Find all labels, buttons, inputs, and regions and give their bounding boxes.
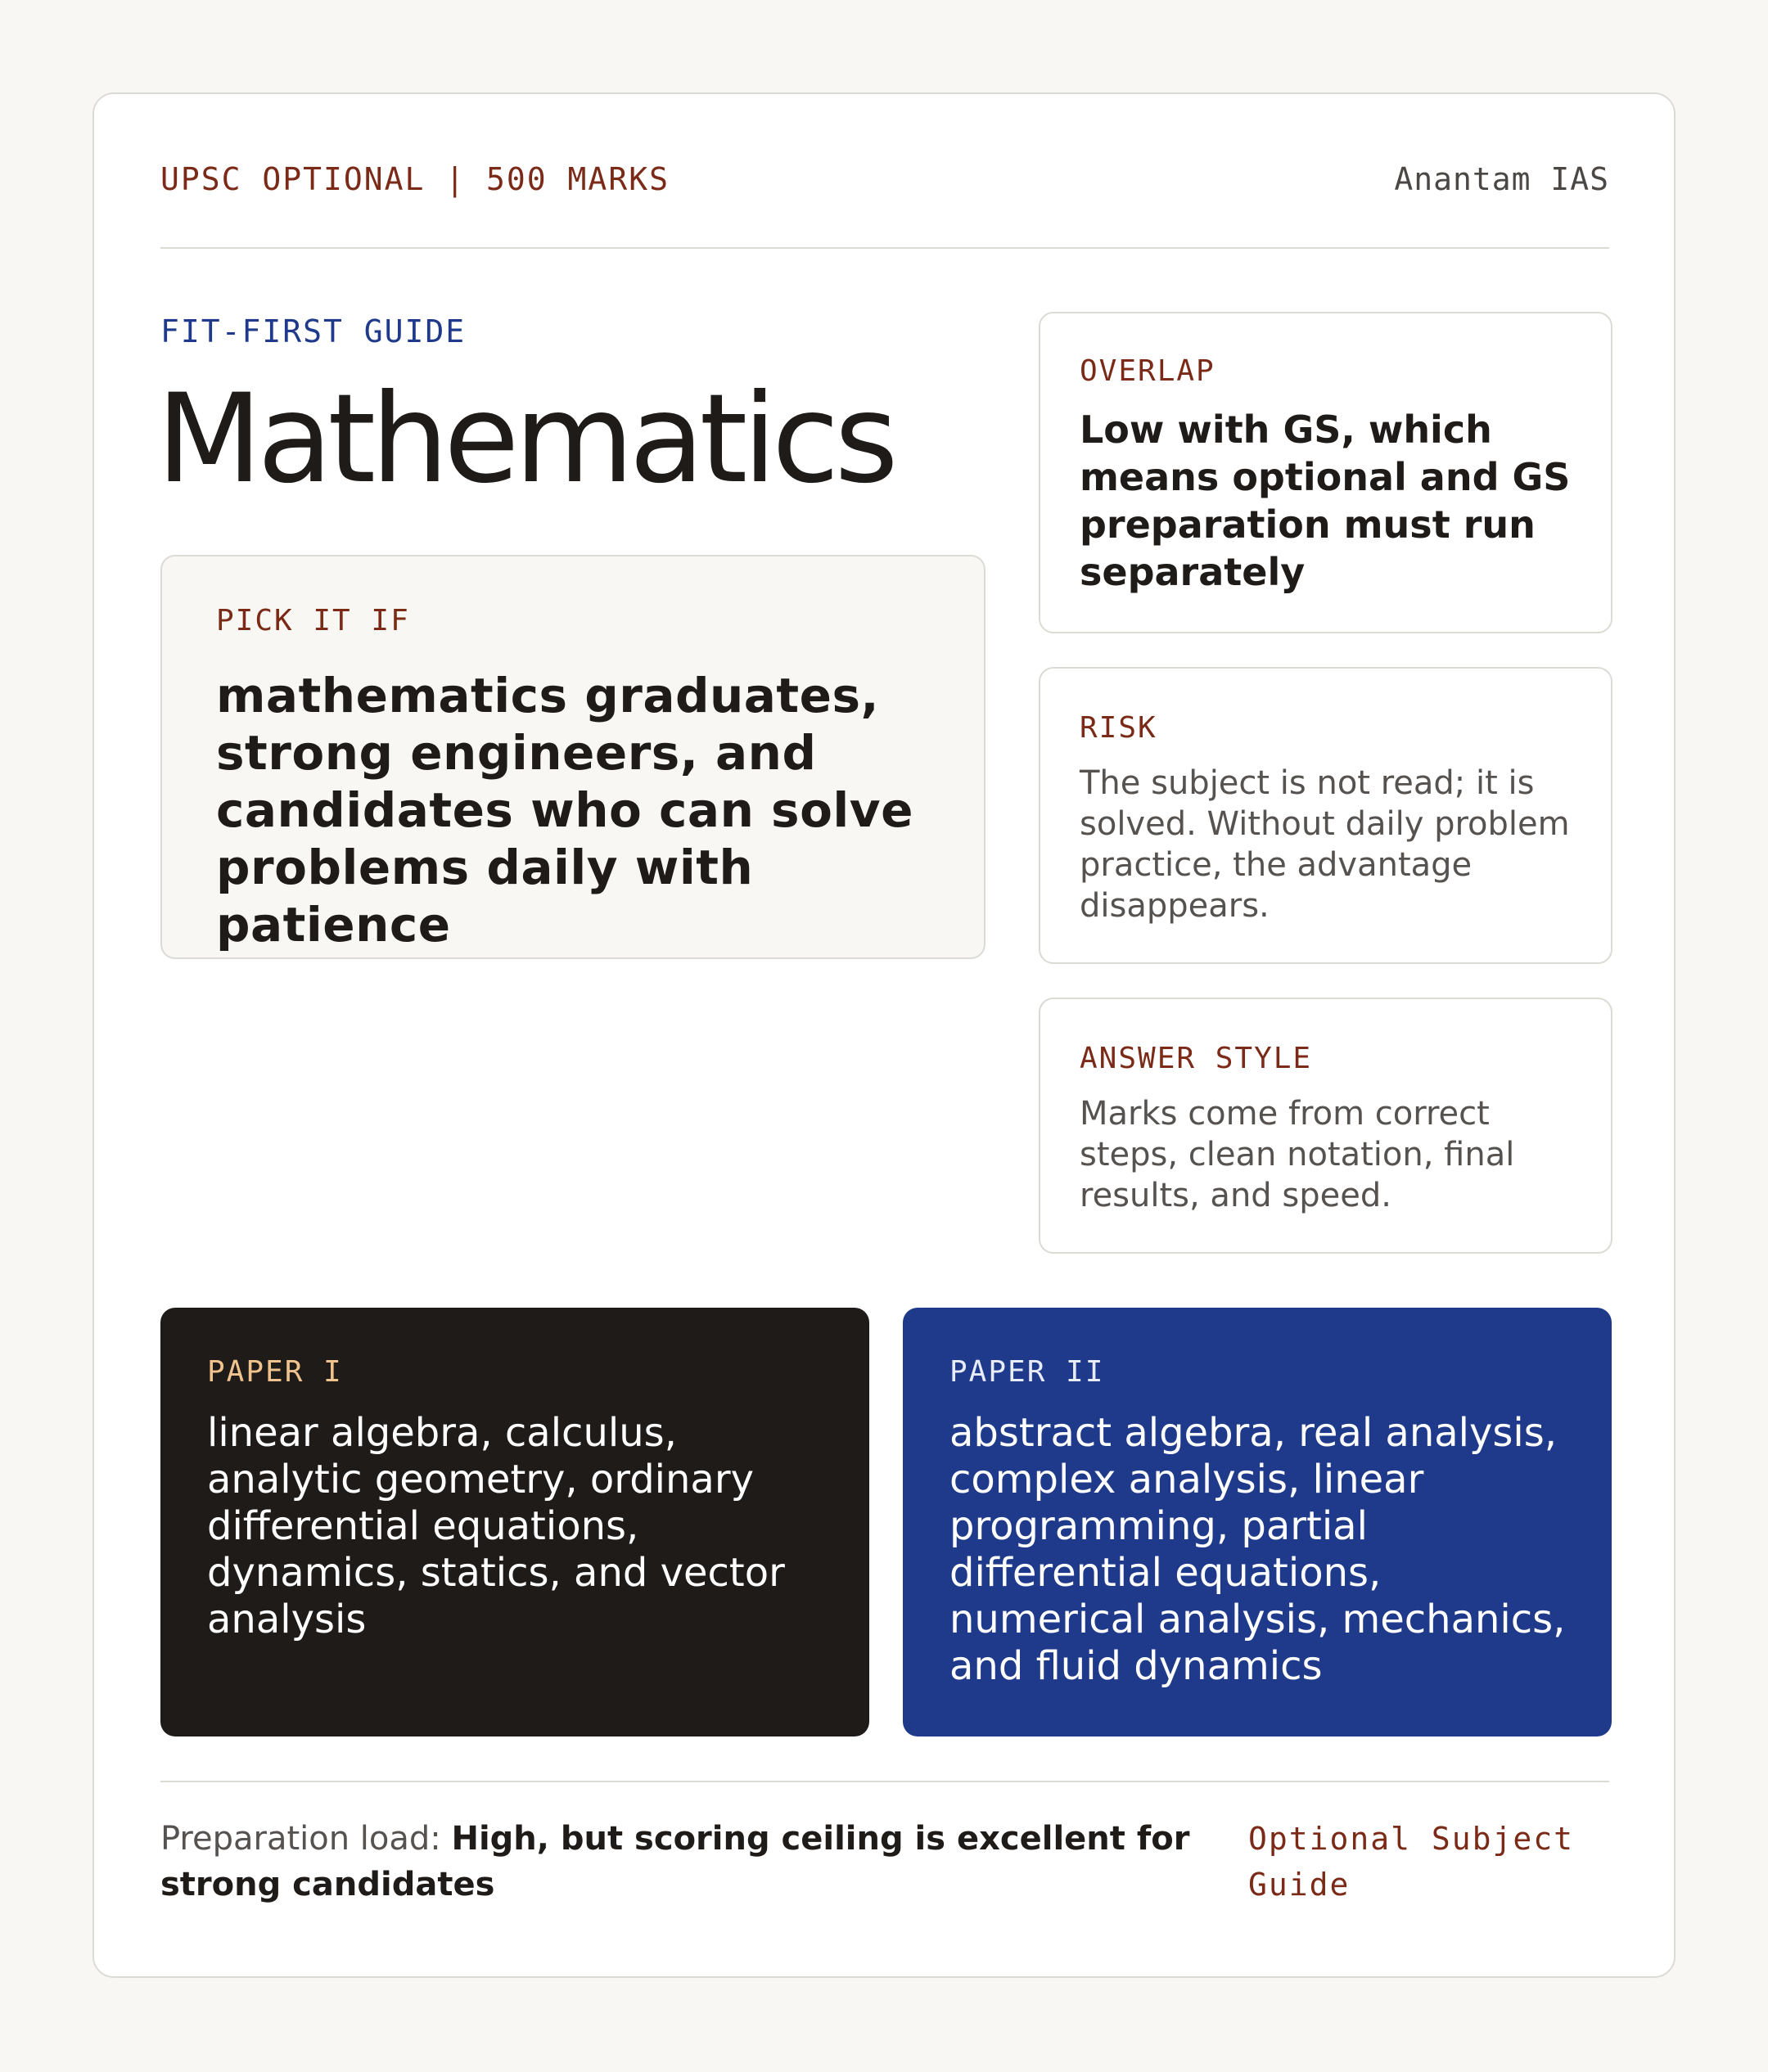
guide-tag: Optional Subject Guide [1248, 1821, 1575, 1903]
overlap-text: Low with GS, which means optional and GS preparation must run separately [1080, 408, 1571, 594]
paper-one-topics: linear algebra, calculus, analytic geometry, ordinary differential equations, dynamics, statics, and vector analysis [207, 1410, 785, 1642]
pick-it-if-text: mathematics graduates, strong engineers, and candidates who can solve problems daily with patience [216, 668, 913, 953]
subject-kicker: UPSC OPTIONAL | 500 MARKS [160, 161, 670, 197]
paper-two-panel [903, 1308, 1612, 1736]
paper-two-label: PAPER II [949, 1355, 1105, 1389]
paper-one-panel [160, 1308, 869, 1736]
pick-it-if-panel [160, 555, 985, 959]
preparation-load-value: High, but scoring ceiling is excellent for strong candidates [160, 1820, 1190, 1903]
overlap-panel [1039, 312, 1612, 633]
risk-text: The subject is not read; it is solved. Without daily problem practice, the advantage disappears. [1080, 764, 1570, 925]
guide-card [92, 92, 1676, 1978]
header-divider [160, 247, 1609, 249]
answer-style-text: Marks come from correct steps, clean notation, final results, and speed. [1080, 1095, 1515, 1214]
brand-name: Anantam IAS [1394, 161, 1609, 197]
preparation-load-label: Preparation load: [160, 1820, 441, 1858]
pick-it-if-label: PICK IT IF [216, 604, 410, 637]
overlap-label: OVERLAP [1080, 354, 1216, 388]
risk-panel [1039, 667, 1612, 964]
answer-style-label: ANSWER STYLE [1080, 1042, 1313, 1075]
page-title: Mathematics [156, 368, 894, 511]
answer-style-panel [1039, 998, 1612, 1254]
preparation-load [160, 1816, 1216, 1908]
paper-one-label: PAPER I [207, 1355, 343, 1389]
footer-divider [160, 1781, 1609, 1782]
risk-label: RISK [1080, 711, 1157, 745]
paper-two-topics: abstract algebra, real analysis, complex analysis, linear programming, partial differential equations, numerical analysis, mechanics, and fluid dynamics [949, 1410, 1566, 1689]
guide-eyebrow: FIT-FIRST GUIDE [160, 313, 467, 349]
